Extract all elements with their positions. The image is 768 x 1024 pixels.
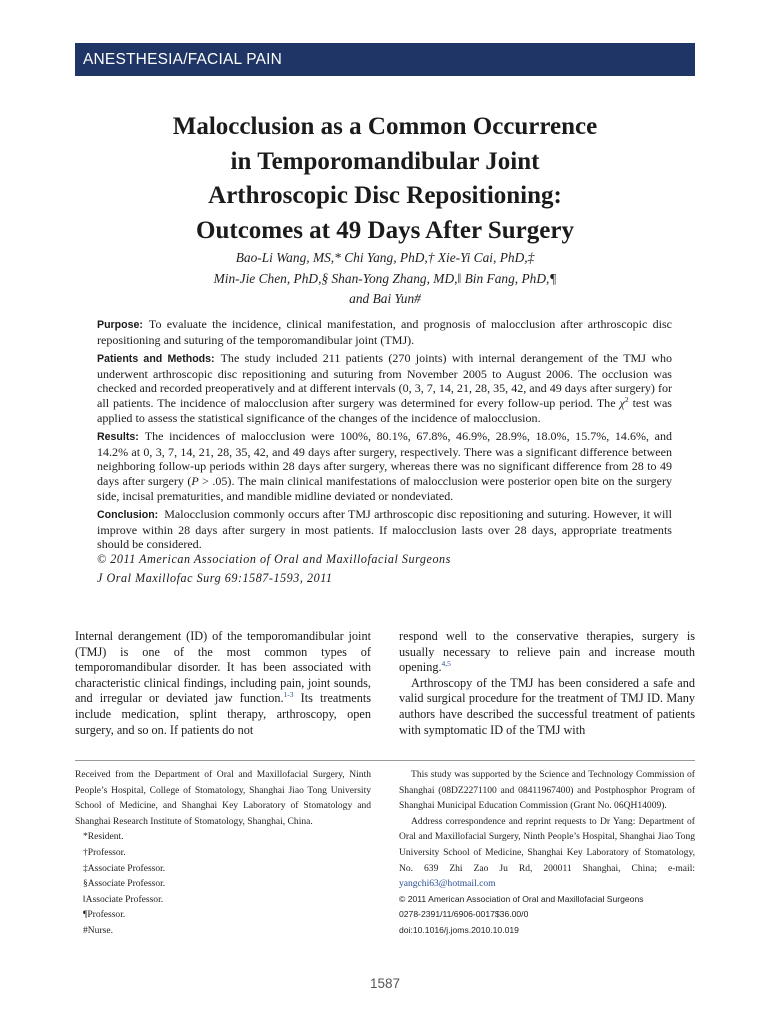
role-note: #Nurse. bbox=[83, 924, 113, 936]
issn-note: 0278-2391/11/6906-0017$36.00/0 bbox=[399, 909, 529, 920]
copyright-note: © 2011 American Association of Oral and Maxillofacial Surgeons bbox=[399, 893, 644, 904]
body-column-left bbox=[75, 629, 371, 738]
title-line: Arthroscopic Disc Repositioning: bbox=[208, 182, 562, 209]
doi-link[interactable]: doi:10.1016/j.joms.2010.10.019 bbox=[399, 924, 519, 935]
conclusion-label: Conclusion: bbox=[97, 509, 159, 522]
abstract-purpose bbox=[97, 317, 672, 347]
role-note: ‖Associate Professor. bbox=[83, 893, 164, 905]
abstract bbox=[97, 317, 672, 589]
email-link[interactable]: yangchi63@hotmail.com bbox=[399, 878, 496, 890]
role-note: ‡Associate Professor. bbox=[83, 862, 166, 874]
chi-superscript: 2 bbox=[624, 394, 629, 404]
role-note: *Resident. bbox=[83, 831, 124, 843]
intro-text-2: Its treatments include medication, splint therapy, arthroscopy, open surgery, and so on. If patients do not bbox=[75, 691, 371, 737]
purpose-label: Purpose: bbox=[97, 319, 143, 331]
methods-text: The study included 211 patients (270 joints) with internal derangement of the TMJ who underwent arthroscopic disc repositioning and suturing from November 2005 to August 2006. The occlusion was checked and recorded preoperatively and at different intervals (0, 3, 7, 14, 21, 28, 35, 42, and 49 days after surgery) for all patients. The incidence of malocclusion after surgery was determined for every follow-up period. The bbox=[97, 351, 672, 410]
results-label: Results: bbox=[97, 431, 139, 444]
abstract-methods bbox=[97, 351, 672, 425]
received-note: Received from the Department of Oral and Maxillofacial Surgery, Ninth People’s Hospital, College of Stomatology, Shanghai Jiao Tong University School of Medicine, and Shanghai Key Laboratory of Stomatology and Shanghai Research Institute of Stomatology, Shanghai, China. bbox=[75, 769, 371, 827]
title-line: in Temporomandibular Joint bbox=[230, 147, 540, 175]
title-line: Malocclusion as a Common Occurrence bbox=[172, 113, 598, 140]
abstract-results bbox=[97, 429, 672, 503]
abstract-copyright: © 2011 American Association of Oral and Maxillofacial Surgeons bbox=[97, 551, 451, 566]
methods-label: Patients and Methods: bbox=[97, 353, 215, 366]
correspondence-text: Address correspondence and reprint requests to Dr Yang: Department of Oral and Maxillofacial Surgery, Ninth People’s Hospital, Shanghai Jiao Tong University School of Medicine, Shanghai Key Laboratory of Stomatology, No. 639 Zhi Zao Ju Rd, 200011 Shanghai, China; e-mail: bbox=[399, 815, 695, 874]
results-text-2: > .05). The main clinical manifestations of malocclusion were posterior open bite on the surgery side, incisal prematurities, and mandible midline deviated or nondeviated. bbox=[97, 473, 672, 503]
role-note: §Associate Professor. bbox=[83, 878, 166, 890]
author-line: and Bai Yun# bbox=[349, 291, 421, 306]
section-banner bbox=[75, 43, 695, 76]
abstract-conclusion bbox=[97, 507, 672, 552]
p-value-symbol: P bbox=[191, 473, 199, 488]
support-note: This study was supported by the Science and Technology Commission of Shanghai (08DZ2271100 and 08411967400) and Postphosphor Program of Shanghai Municipal Education Commission (Grant No. 06QH14009). bbox=[399, 769, 695, 812]
results-text: The incidences of malocclusion were 100%, 80.1%, 67.8%, 46.9%, 28.9%, 18.0%, 15.7%, 14.6%, and 14.2% at 0, 3, 7, 14, 21, 28, 35, 42, and 49 days after surgery, respectively. There was a significant difference between neighboring follow-up periods within 28 days after surgery, whereas there was no significant difference from 28 to 49 days after surgery ( bbox=[97, 429, 672, 488]
section-label: ANESTHESIA/FACIAL PAIN bbox=[83, 51, 283, 68]
footnote-divider bbox=[75, 760, 695, 761]
chi-symbol: χ bbox=[619, 395, 625, 410]
intro-text: Internal derangement (ID) of the temporomandibular joint (TMJ) is one of the most common types of temporomandibular disorder. It has been associated with characteristic clinical findings, including pain, joint sounds, and irregular or deviated jaw function. bbox=[75, 629, 371, 706]
purpose-text: To evaluate the incidence, clinical manifestation, and prognosis of malocclusion after arthroscopic disc repositioning and suturing of the temporomandibular joint (TMJ). bbox=[97, 317, 672, 347]
role-note: ¶Professor. bbox=[83, 909, 126, 921]
methods-text-2: test was applied to assess the statistical significance of the changes of the incidence of malocclusion. bbox=[97, 395, 672, 425]
body-paragraph bbox=[399, 629, 695, 676]
continued-text: respond well to the conservative therapies, surgery is usually necessary to relieve pain and increase mouth opening. bbox=[399, 629, 695, 675]
body-column-right bbox=[399, 629, 695, 738]
title-line: Outcomes at 49 Days After Surgery bbox=[196, 216, 574, 244]
footnotes-right bbox=[399, 767, 695, 939]
author-list bbox=[75, 248, 695, 310]
reference-link[interactable]: 1-3 bbox=[283, 690, 294, 700]
reference-link[interactable]: 4,5 bbox=[441, 659, 451, 669]
body-paragraph bbox=[75, 629, 371, 738]
page-number: 1587 bbox=[369, 976, 401, 991]
footnotes-left bbox=[75, 767, 371, 939]
body-paragraph: Arthroscopy of the TMJ has been considered a safe and valid surgical procedure for the treatment of TMJ ID. Many authors have described the successful treatment of patients with symptomatic ID of the TMJ with bbox=[399, 675, 695, 737]
author-line: Min-Jie Chen, PhD,§ Shan-Yong Zhang, MD,‖ Bin Fang, PhD,¶ bbox=[213, 270, 557, 286]
author-line: Bao-Li Wang, MS,* Chi Yang, PhD,† Xie-Yi Cai, PhD,‡ bbox=[235, 250, 535, 265]
role-note: †Professor. bbox=[83, 846, 126, 858]
conclusion-text: Malocclusion commonly occurs after TMJ arthroscopic disc repositioning and suturing. However, it will improve within 28 days after surgery in most patients. If malocclusion lasts over 28 days, appropriate treatments should be considered. bbox=[97, 507, 672, 552]
article-title bbox=[75, 110, 695, 248]
correspondence-note bbox=[399, 814, 695, 892]
journal-citation: J Oral Maxillofac Surg 69:1587-1593, 2011 bbox=[97, 570, 333, 585]
